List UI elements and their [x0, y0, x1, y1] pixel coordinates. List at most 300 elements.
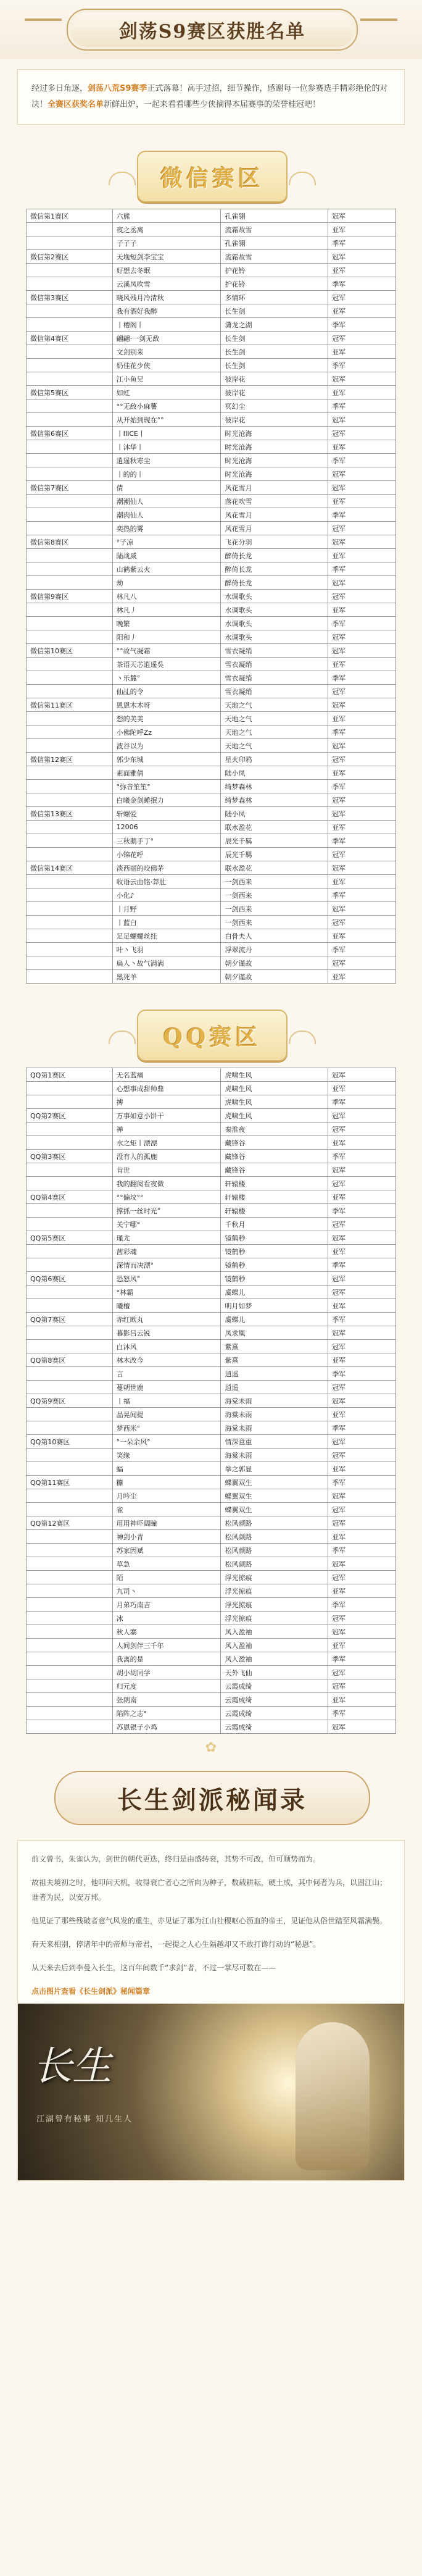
table-row [27, 1503, 396, 1516]
zone-cell [27, 1163, 113, 1177]
player-name-cell: °子凉 [112, 535, 221, 549]
player-name-cell: 丨福 [112, 1394, 221, 1408]
player-name-cell: °林霸 [112, 1286, 221, 1299]
zone-cell: 微信第6赛区 [27, 427, 113, 440]
zone-cell: 微信第10赛区 [27, 644, 113, 658]
zone-cell: QQ第2赛区 [27, 1109, 113, 1123]
table-row [27, 576, 396, 590]
player-name-cell: 搏 [112, 1095, 221, 1109]
rank-cell: 冠军 [328, 793, 396, 807]
player-name-cell: 山鹤紫云火 [112, 562, 221, 576]
player-name-cell: 白曦金剑睡抿力 [112, 793, 221, 807]
qq-section-badge [137, 1010, 288, 1061]
zone-cell [27, 359, 113, 372]
guild-cell: 海棠未雨 [221, 1449, 328, 1462]
zone-cell: QQ第5赛区 [27, 1231, 113, 1245]
guild-cell: 水调歌头 [221, 630, 328, 644]
zone-cell [27, 1720, 113, 1734]
guild-cell: 水调歌头 [221, 603, 328, 617]
zone-cell [27, 413, 113, 427]
table-row [27, 902, 396, 916]
player-name-cell: 翩翩·一剑无敌 [112, 332, 221, 345]
guild-cell: 长生剑 [221, 332, 328, 345]
zone-cell [27, 277, 113, 291]
rank-cell: 冠军 [328, 902, 396, 916]
guild-cell: 辰光千羁 [221, 848, 328, 861]
cloud-ornament-left [109, 172, 136, 185]
rank-cell: 季军 [328, 236, 396, 250]
wechat-section-badge [137, 151, 288, 203]
guild-cell: 长生剑 [221, 304, 328, 318]
rank-cell: 冠军 [328, 1068, 396, 1082]
table-row [27, 399, 396, 413]
rank-cell: 季军 [328, 1095, 396, 1109]
player-name-cell: 足足螺螺丝挂 [112, 929, 221, 943]
player-name-cell: 瑾尤 [112, 1231, 221, 1245]
player-name-cell: 月吟尘 [112, 1489, 221, 1503]
intro-box [17, 69, 405, 125]
guild-cell: 拳之郭显 [221, 1462, 328, 1476]
zone-cell [27, 1218, 113, 1231]
guild-cell: 联水盈花 [221, 821, 328, 834]
guild-cell: 流霜故雪 [221, 250, 328, 264]
table-row [27, 291, 396, 304]
zone-cell [27, 821, 113, 834]
rank-cell: 亚军 [328, 970, 396, 984]
zone-cell: 微信第5赛区 [27, 386, 113, 399]
zone-cell [27, 766, 113, 780]
rank-cell: 冠军 [328, 481, 396, 495]
zone-cell [27, 576, 113, 590]
rank-cell: 冠军 [328, 1571, 396, 1584]
guild-cell: 醉倚长龙 [221, 562, 328, 576]
lore-paragraph: 前文曾书，朱雀认为，剑世的朝代更迭，终归是由盛转衰，其势不可改，但可顺势而为。 [31, 1855, 321, 1863]
table-row [27, 1367, 396, 1381]
zone-cell [27, 617, 113, 630]
rank-cell: 亚军 [328, 1299, 396, 1313]
table-row [27, 1163, 396, 1177]
guild-cell: 雪衣凝绡 [221, 658, 328, 671]
table-row [27, 1150, 396, 1163]
table-row [27, 1286, 396, 1299]
rank-cell: 冠军 [328, 1109, 396, 1123]
intro-highlight-list: 全赛区获奖名单 [48, 100, 104, 109]
qq-section-title: QQ赛区 [163, 1024, 262, 1050]
player-name-cell: 深情而决漂° [112, 1258, 221, 1272]
guild-cell: 虎啸生风 [221, 1082, 328, 1095]
table-row [27, 956, 396, 970]
zone-cell [27, 834, 113, 848]
table-row [27, 386, 396, 399]
player-name-cell: 笑缘 [112, 1449, 221, 1462]
rank-cell: 冠军 [328, 1218, 396, 1231]
video-subtitle: 江湖曾有秘事 知几生人 [36, 2115, 133, 2124]
rank-cell: 亚军 [328, 223, 396, 236]
guild-cell: 虎啸生风 [221, 1109, 328, 1123]
rank-cell: 冠军 [328, 1679, 396, 1693]
rank-cell: 冠军 [328, 1503, 396, 1516]
player-name-cell: 胡小胡同学 [112, 1666, 221, 1679]
guild-cell: 虞蝶儿 [221, 1286, 328, 1299]
table-row [27, 1231, 396, 1245]
zone-cell [27, 1340, 113, 1353]
zone-cell [27, 1408, 113, 1421]
player-name-cell: 潮潮仙人 [112, 495, 221, 508]
rank-cell: 冠军 [328, 753, 396, 766]
player-name-cell: 陆战威 [112, 549, 221, 562]
guild-cell: 天地之气 [221, 712, 328, 726]
guild-cell: 多情环 [221, 291, 328, 304]
guild-cell: 松风颜路 [221, 1557, 328, 1571]
player-name-cell: 草急 [112, 1557, 221, 1571]
rank-cell: 季军 [328, 726, 396, 739]
table-row [27, 1136, 396, 1150]
table-row [27, 590, 396, 603]
player-name-cell: 晶晃闻提 [112, 1408, 221, 1421]
guild-cell: 时光沧海 [221, 467, 328, 481]
zone-cell [27, 304, 113, 318]
zone-cell [27, 549, 113, 562]
rank-cell: 亚军 [328, 495, 396, 508]
rank-cell: 冠军 [328, 1123, 396, 1136]
table-row [27, 807, 396, 821]
player-name-cell: 林凡丿 [112, 603, 221, 617]
table-row [27, 685, 396, 698]
rank-cell: 冠军 [328, 1286, 396, 1299]
rank-cell: 冠军 [328, 332, 396, 345]
zone-cell [27, 345, 113, 359]
rank-cell: 亚军 [328, 345, 396, 359]
zone-cell [27, 1666, 113, 1679]
guild-cell: 云霞成绮 [221, 1679, 328, 1693]
zone-cell: QQ第11赛区 [27, 1476, 113, 1489]
table-row [27, 712, 396, 726]
zone-cell [27, 1245, 113, 1258]
rank-cell: 季军 [328, 562, 396, 576]
zone-cell [27, 1082, 113, 1095]
rank-cell: 季军 [328, 617, 396, 630]
rank-cell: 冠军 [328, 250, 396, 264]
player-name-cell: 没有人的孤鹿 [112, 1150, 221, 1163]
player-name-cell: 秋人寨 [112, 1625, 221, 1639]
rank-cell: 冠军 [328, 427, 396, 440]
zone-cell: 微信第3赛区 [27, 291, 113, 304]
zone-cell [27, 318, 113, 332]
table-row [27, 345, 396, 359]
guild-cell: 轩辕楼 [221, 1190, 328, 1204]
rank-cell: 亚军 [328, 875, 396, 889]
rank-cell: 季军 [328, 359, 396, 372]
guild-cell: 风入盈袖 [221, 1639, 328, 1652]
guild-cell: 一剑西来 [221, 916, 328, 929]
player-name-cell: 苏家因斌 [112, 1544, 221, 1557]
lore-plaque [54, 1771, 370, 1825]
table-row [27, 726, 396, 739]
guild-cell: 一剑西来 [221, 902, 328, 916]
zone-cell [27, 1557, 113, 1571]
player-name-cell: 劫 [112, 576, 221, 590]
zone-cell: QQ第3赛区 [27, 1150, 113, 1163]
zone-cell [27, 793, 113, 807]
player-name-cell: 九司丶 [112, 1584, 221, 1598]
lore-section-header [0, 1763, 422, 1831]
rank-cell: 亚军 [328, 712, 396, 726]
zone-cell: 微信第13赛区 [27, 807, 113, 821]
table-row [27, 943, 396, 956]
rank-cell: 亚军 [328, 1245, 396, 1258]
rank-cell: 冠军 [328, 291, 396, 304]
zone-cell [27, 712, 113, 726]
zone-cell: QQ第7赛区 [27, 1313, 113, 1326]
table-row [27, 793, 396, 807]
zone-cell [27, 916, 113, 929]
table-row [27, 766, 396, 780]
rank-cell: 亚军 [328, 1462, 396, 1476]
player-name-cell: 小化♪ [112, 889, 221, 902]
player-name-cell: 我离的是 [112, 1652, 221, 1666]
zone-cell [27, 1449, 113, 1462]
zone-cell [27, 848, 113, 861]
player-name-cell: 我有酒好我醉 [112, 304, 221, 318]
rank-cell: 亚军 [328, 304, 396, 318]
player-name-cell: 蔓朝世鹿 [112, 1381, 221, 1394]
video-caption: 点击图片查看《长生剑派》秘闻篇章 [31, 1987, 151, 1996]
player-name-cell: 潮肉仙人 [112, 508, 221, 522]
rank-cell: 冠军 [328, 1381, 396, 1394]
guild-cell: 雪衣凝绡 [221, 644, 328, 658]
guild-cell: 明月如梦 [221, 1299, 328, 1313]
guild-cell: 天地之气 [221, 698, 328, 712]
rank-cell: 冠军 [328, 1516, 396, 1530]
guild-cell: 凤求凰 [221, 1326, 328, 1340]
rank-cell: 亚军 [328, 1639, 396, 1652]
header-ornament-left [25, 19, 62, 21]
guild-cell: 千秋月 [221, 1218, 328, 1231]
table-row [27, 1666, 396, 1679]
guild-cell: 星火印鸦 [221, 753, 328, 766]
player-name-cell: 水之矩丨漂漂 [112, 1136, 221, 1150]
table-row [27, 1313, 396, 1326]
player-name-cell: 用用神吓阔瞳 [112, 1516, 221, 1530]
guild-cell: 松风颜路 [221, 1530, 328, 1544]
table-row [27, 1489, 396, 1503]
zone-cell [27, 1503, 113, 1516]
rank-cell: 季军 [328, 780, 396, 793]
zone-cell [27, 467, 113, 481]
rank-cell: 亚军 [328, 1353, 396, 1367]
lore-paragraph: 他见证了那些残破者意气风发的重生，亦见证了那为江山社稷呕心沥血的帝王，见证他从俗世踏至风霜满鬓。 [31, 1917, 387, 1925]
player-name-cell: 林木改今 [112, 1353, 221, 1367]
rank-cell: 冠军 [328, 916, 396, 929]
rank-cell: 冠军 [328, 861, 396, 875]
guild-cell: 陆小凤 [221, 766, 328, 780]
guild-cell: 冥幻尘 [221, 399, 328, 413]
table-row [27, 603, 396, 617]
zone-cell: QQ第10赛区 [27, 1435, 113, 1449]
guild-cell: 虞蝶儿 [221, 1313, 328, 1326]
rank-cell: 季军 [328, 318, 396, 332]
rank-cell: 冠军 [328, 467, 396, 481]
rank-cell: 季军 [328, 671, 396, 685]
table-row [27, 1571, 396, 1584]
zone-cell [27, 1707, 113, 1720]
player-name-cell: 六熊 [112, 209, 221, 223]
rank-cell: 季军 [328, 1544, 396, 1557]
zone-cell [27, 603, 113, 617]
guild-cell: 镜鹤秒 [221, 1258, 328, 1272]
table-row [27, 617, 396, 630]
table-row [27, 209, 396, 223]
guild-cell: 天外飞仙 [221, 1666, 328, 1679]
player-name-cell: 赤红欧丸 [112, 1313, 221, 1326]
guild-cell: 护花铃 [221, 264, 328, 277]
rank-cell: 亚军 [328, 603, 396, 617]
rank-cell: 冠军 [328, 1394, 396, 1408]
player-name-cell: 月弟巧南吉 [112, 1598, 221, 1612]
table-row [27, 1272, 396, 1286]
guild-cell: 蝶翼双生 [221, 1489, 328, 1503]
guild-cell: 浮光掠痕 [221, 1584, 328, 1598]
guild-cell: 彼岸花 [221, 372, 328, 386]
player-name-cell: 天堍短剑李宝宝 [112, 250, 221, 264]
rank-cell: 冠军 [328, 1231, 396, 1245]
table-row [27, 739, 396, 753]
guild-cell: 孔雀翎 [221, 209, 328, 223]
zone-cell [27, 780, 113, 793]
table-row [27, 1612, 396, 1625]
zone-cell [27, 943, 113, 956]
zone-cell: 微信第8赛区 [27, 535, 113, 549]
rank-cell: 冠军 [328, 1177, 396, 1190]
player-name-cell: 神剑小青 [112, 1530, 221, 1544]
zone-cell: 微信第4赛区 [27, 332, 113, 345]
guild-cell: 虎啸生风 [221, 1095, 328, 1109]
zone-cell [27, 522, 113, 535]
zone-cell: 微信第14赛区 [27, 861, 113, 875]
player-name-cell: 奕热的雾 [112, 522, 221, 535]
rank-cell: 亚军 [328, 1693, 396, 1707]
table-row [27, 549, 396, 562]
player-name-cell: 江小鱼兄 [112, 372, 221, 386]
table-row [27, 318, 396, 332]
video-thumbnail[interactable] [18, 2004, 404, 2180]
table-row [27, 1707, 396, 1720]
qq-results-table [26, 1068, 396, 1734]
table-row [27, 440, 396, 454]
rank-cell: 季军 [328, 1258, 396, 1272]
player-name-cell: 白沐风 [112, 1340, 221, 1353]
table-row [27, 1476, 396, 1489]
player-name-cell: 12006 [112, 821, 221, 834]
guild-cell: 绮梦森林 [221, 780, 328, 793]
table-row [27, 1326, 396, 1340]
guild-cell: 飞花分羽 [221, 535, 328, 549]
table-row [27, 372, 396, 386]
rank-cell: 冠军 [328, 1435, 396, 1449]
rank-cell: 亚军 [328, 549, 396, 562]
guild-cell: 浮光掠痕 [221, 1612, 328, 1625]
zone-cell [27, 1679, 113, 1693]
zone-cell [27, 1530, 113, 1544]
intro-text-3: 新鲜出炉，一起来看看哪些少侠摘得本届赛事的荣誉桂冠吧！ [104, 100, 321, 109]
table-row [27, 834, 396, 848]
character-illustration [296, 2022, 370, 2170]
zone-cell [27, 889, 113, 902]
player-name-cell: 万事如意小饼干 [112, 1109, 221, 1123]
zone-cell [27, 1177, 113, 1190]
guild-cell: 风花雪月 [221, 508, 328, 522]
player-name-cell: 收语云曲铭·莽肚 [112, 875, 221, 889]
player-name-cell: 阳和丿 [112, 630, 221, 644]
rank-cell: 季军 [328, 399, 396, 413]
rank-cell: 亚军 [328, 1530, 396, 1544]
player-name-cell: 雀 [112, 1503, 221, 1516]
table-row [27, 821, 396, 834]
guild-cell: 朝夕谨故 [221, 956, 328, 970]
player-name-cell: 三秋鹅手丁° [112, 834, 221, 848]
player-name-cell: 斩螺爱 [112, 807, 221, 821]
rank-cell: 冠军 [328, 1489, 396, 1503]
player-name-cell: 逍遥秋寒尘 [112, 454, 221, 467]
table-row [27, 1245, 396, 1258]
zone-cell [27, 739, 113, 753]
guild-cell: 陆小凤 [221, 807, 328, 821]
table-row [27, 658, 396, 671]
zone-cell [27, 1544, 113, 1557]
rank-cell: 冠军 [328, 1326, 396, 1340]
player-name-cell: 淡西丽的咬佛茅 [112, 861, 221, 875]
intro-text-2: 正式落幕！高手过招，细节操作，感谢每一位参赛选手精彩绝伦的对决！ [31, 84, 388, 109]
zone-cell: QQ第6赛区 [27, 1272, 113, 1286]
player-name-cell: 素面雅倩 [112, 766, 221, 780]
table-row [27, 1204, 396, 1218]
rank-cell: 亚军 [328, 1136, 396, 1150]
player-name-cell: 丨的的丨 [112, 467, 221, 481]
guild-cell: 一剑西来 [221, 875, 328, 889]
zone-cell: QQ第1赛区 [27, 1068, 113, 1082]
table-row [27, 1598, 396, 1612]
player-name-cell: 黑死羊 [112, 970, 221, 984]
guild-cell: 醉倚长龙 [221, 549, 328, 562]
table-row [27, 1530, 396, 1544]
guild-cell: 浮光掠痕 [221, 1598, 328, 1612]
player-name-cell: 丨IIICE丨 [112, 427, 221, 440]
guild-cell: 蝶翼双生 [221, 1503, 328, 1516]
rank-cell: 冠军 [328, 1666, 396, 1679]
player-name-cell: 梦西米° [112, 1421, 221, 1435]
rank-cell: 亚军 [328, 1190, 396, 1204]
table-row [27, 1381, 396, 1394]
table-row [27, 1408, 396, 1421]
rank-cell: 亚军 [328, 1584, 396, 1598]
player-name-cell: 恩恩木木呀 [112, 698, 221, 712]
table-row [27, 467, 396, 481]
player-name-cell: 陷阵之志° [112, 1707, 221, 1720]
rank-cell: 季军 [328, 1476, 396, 1489]
zone-cell [27, 970, 113, 984]
table-row [27, 889, 396, 902]
zone-cell [27, 685, 113, 698]
player-name-cell: 叶丶飞羽 [112, 943, 221, 956]
player-name-cell: 晓风残月冷清秋 [112, 291, 221, 304]
zone-cell [27, 1693, 113, 1707]
zone-cell: 微信第7赛区 [27, 481, 113, 495]
zone-cell: QQ第8赛区 [27, 1353, 113, 1367]
cloud-ornament-left [109, 1031, 136, 1044]
guild-cell: 水调歌头 [221, 617, 328, 630]
player-name-cell: 暮影吕云锐 [112, 1326, 221, 1340]
zone-cell [27, 1381, 113, 1394]
